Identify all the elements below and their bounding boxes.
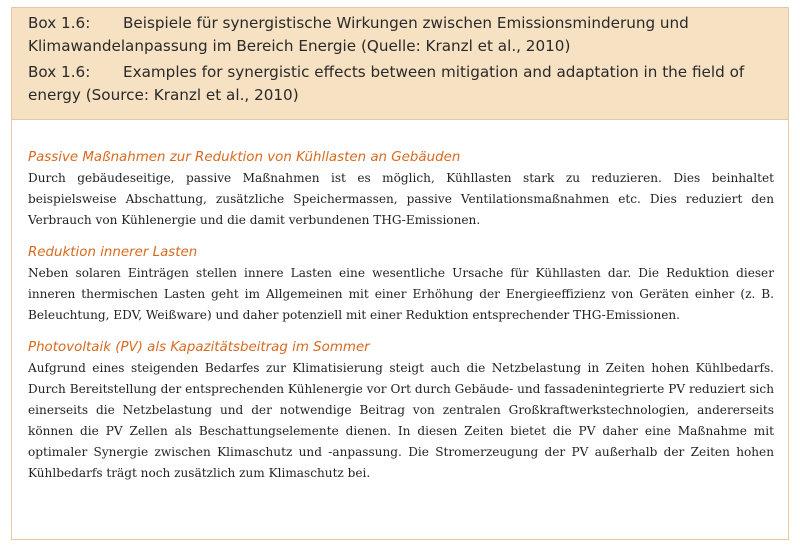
section-body: Durch gebäudeseitige, passive Maßnahmen ist es möglich, Kühllasten stark zu reduzieren. Dies beinhaltet beispielsweise Abschattung, zusätzliche Speichermassen, passive Ventilationsmaßnahmen etc. Dies reduziert den Verbrauch von Kühlenergie und die damit verbundenen THG-Emissionen. — [28, 171, 774, 227]
title-english — [28, 61, 774, 107]
section-heading: Passive Maßnahmen zur Reduktion von Kühllasten an Gebäuden — [28, 150, 461, 165]
info-box — [11, 7, 789, 540]
box-content — [12, 120, 788, 484]
section-passive-measures — [28, 148, 774, 231]
section-body: Aufgrund eines steigenden Bedarfes zur Klimatisierung steigt auch die Netzbelastung in Zeiten hohen Kühlbedarfs. Durch Bereitstellung der entsprechenden Kühlenergie vor Ort durch Gebäude- und fassadenintegrierte PV reduziert sich einerseits die Netzbelastung und der notwendige Beitrag von zentralen Großkraftwerkstechnologien, andererseits können die PV Zellen als Beschattungselemente dienen. In diesen Zeiten bietet die PV daher eine Maßnahme mit optimaler Synergie zwischen Klimaschutz und -anpassung. Die Stromerzeugung der PV außerhalb der Zeiten hohen Kühlbedarfs trägt noch zusätzlich zum Klimaschutz bei. — [28, 361, 774, 480]
section-heading: Photovoltaik (PV) als Kapazitätsbeitrag im Sommer — [28, 340, 370, 355]
box-number: Box 1.6: — [28, 14, 91, 32]
section-body: Neben solaren Einträgen stellen innere Lasten eine wesentliche Ursache für Kühllasten dar. Die Reduktion dieser inneren thermischen Lasten geht im Allgemeinen mit einer Erhöhung der Energieeffizienz von Geräten einher (z. B. Beleuchtung, EDV, Weißware) und daher potenziell mit einer Reduktion entsprechender THG-Emissionen. — [28, 266, 774, 322]
box-header — [12, 8, 788, 120]
title-german-text: Beispiele für synergistische Wirkungen zwischen Emissionsminderung und Klimawandelanpassung im Bereich Energie (Quelle: Kranzl et al., 2010) — [28, 14, 689, 55]
title-german — [28, 12, 774, 58]
section-photovoltaics — [28, 338, 774, 484]
section-internal-loads — [28, 243, 774, 326]
section-heading: Reduktion innerer Lasten — [28, 245, 198, 260]
title-english-text: Examples for synergistic effects between mitigation and adaptation in the field of energy (Source: Kranzl et al., 2010) — [28, 63, 745, 104]
box-number: Box 1.6: — [28, 63, 91, 81]
